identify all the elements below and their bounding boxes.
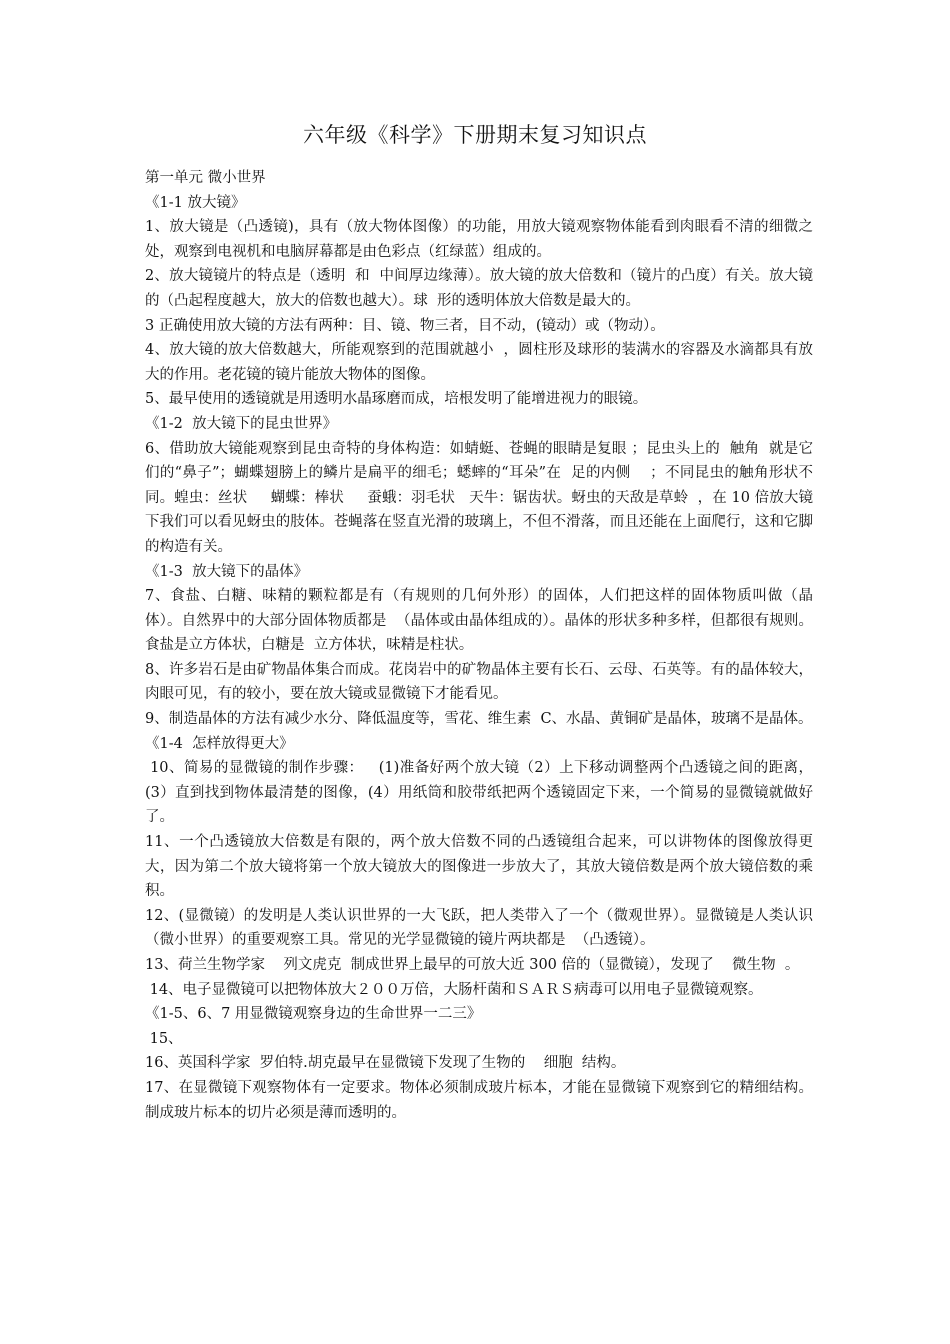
paragraph-5: 5、最早使用的透镜就是用透明水晶琢磨而成，培根发明了能增进视力的眼镜。 xyxy=(145,391,648,408)
paragraph-12: 12、(显微镜）的发明是人类认识世界的一大飞跃，把人类带入了一个（微观世界）。显微镜是人类认识（微小世界）的重要观察工具。常见的光学显微镜的镜片两块都是 （凸透镜）。 xyxy=(145,907,813,949)
paragraph-7: 7、食盐、白糖、味精的颗粒都是有（有规则的几何外形）的固体，人们把这样的固体物质叫做（晶体）。自然界中的大部分固体物质都是 （晶体或由晶体组成的）。晶体的形状多种多样，但都很有规则。食盐是立方体状，白糖是 立方体状，味精是柱状。 xyxy=(145,588,813,654)
paragraph-13: 13、荷兰生物学家 列文虎克 制成世界上最早的可放大近 300 倍的（显微镜），发现了 微生物 。 xyxy=(145,957,800,973)
paragraph-3: 3 正确使用放大镜的方法有两种：目、镜、物三者，目不动，(镜动）或（物动）。 xyxy=(145,317,665,334)
section-heading-1-2: 《1-2 放大镜下的昆虫世界》 xyxy=(145,415,338,432)
paragraph-8: 8、许多岩石是由矿物晶体集合而成。花岗岩中的矿物晶体主要有长石、云母、石英等。有的晶体较大，肉眼可见，有的较小，要在放大镜或显微镜下才能看见。 xyxy=(145,661,813,703)
page-title: 六年级《科学》下册期末复习知识点 xyxy=(303,123,647,147)
paragraph-11: 11、一个凸透镜放大倍数是有限的，两个放大倍数不同的凸透镜组合起来，可以讲物体的图像放得更大，因为第二个放大镜将第一个放大镜放大的图像进一步放大了，其放大镜倍数是两个放大镜倍数的乘积。 xyxy=(145,834,813,900)
paragraph-4: 4、放大镜的放大倍数越大，所能观察到的范围就越小 ，圆柱形及球形的装满水的容器及水滴都具有放大的作用。老花镜的镜片能放大物体的图像。 xyxy=(145,342,813,383)
unit-heading: 第一单元 微小世界 xyxy=(145,170,266,186)
section-heading-1-5-6-7: 《1-5、6、7 用显微镜观察身边的生命世界一二三》 xyxy=(145,1006,482,1023)
section-heading-1-3: 《1-3 放大镜下的晶体》 xyxy=(145,563,309,580)
document-body xyxy=(145,166,813,1125)
paragraph-1: 1、放大镜是（凸透镜)，具有（放大物体图像）的功能，用放大镜观察物体能看到肉眼看不清的细微之处，观察到电视机和电脑屏幕都是由色彩点（红绿蓝）组成的。 xyxy=(145,219,813,260)
section-heading-1-1: 《1-1 放大镜》 xyxy=(145,194,246,211)
paragraph-14: 14、电子显微镜可以把物体放大２００万倍，大肠杆菌和ＳＡＲＳ病毒可以用电子显微镜观察。 xyxy=(145,981,763,998)
paragraph-9: 9、制造晶体的方法有减少水分、降低温度等，雪花、维生素 C、水晶、黄铜矿是晶体，玻璃不是晶体。 xyxy=(145,711,813,728)
section-heading-1-4: 《1-4 怎样放得更大》 xyxy=(145,735,294,752)
paragraph-10: 10、简易的显微镜的制作步骤： (1)准备好两个放大镜（2）上下移动调整两个凸透镜之间的距离，(3）直到找到物体最清楚的图像，(4）用纸筒和胶带纸把两个透镜固定下来，一个简易的显微镜就做好了。 xyxy=(145,760,813,826)
paragraph-6: 6、借助放大镜能观察到昆虫奇特的身体构造：如蜻蜓、苍蝇的眼睛是复眼 ；昆虫头上的 触角 就是它们的“鼻子”；蝴蝶翅膀上的鳞片是扁平的细毛；蟋蟀的“耳朵”在 足的内侧 ；不同昆虫的触角形状不同。蝗虫：丝状 蝴蝶：棒状 蚕蛾：羽毛状 天牛：锯齿状。蚜虫的天敌是草蛉 ，在 10 倍放大镜下我们可以看见蚜虫的肢体。苍蝇落在竖直光滑的玻璃上，不但不滑落，而且还能在上面爬行，这和它脚的构造有关。 xyxy=(145,440,813,555)
paragraph-15: 15、 xyxy=(145,1030,183,1047)
paragraph-2: 2、放大镜镜片的特点是（透明 和 中间厚边缘薄）。放大镜的放大倍数和（镜片的凸度）有关。放大镜的（凸起程度越大，放大的倍数也越大）。球 形的透明体放大倍数是最大的。 xyxy=(145,268,813,309)
paragraph-16: 16、英国科学家 罗伯特.胡克最早在显微镜下发现了生物的 细胞 结构。 xyxy=(145,1055,626,1072)
paragraph-17: 17、在显微镜下观察物体有一定要求。物体必须制成玻片标本，才能在显微镜下观察到它的精细结构。制成玻片标本的切片必须是薄而透明的。 xyxy=(145,1079,813,1121)
